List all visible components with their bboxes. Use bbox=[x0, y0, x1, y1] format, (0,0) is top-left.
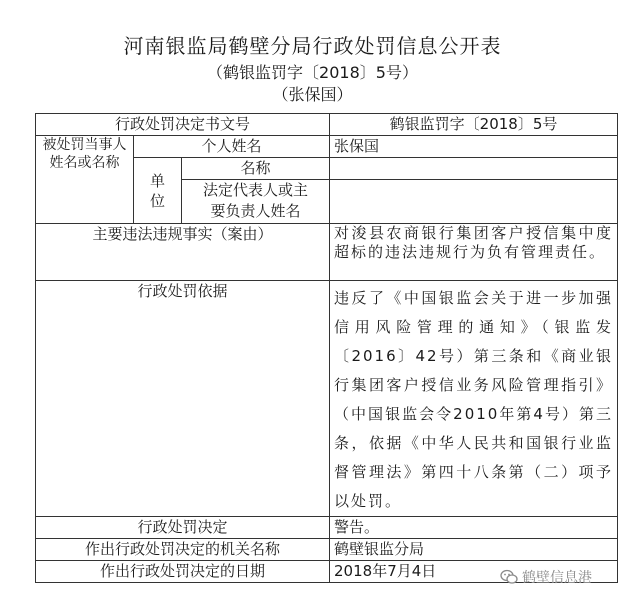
table-row bbox=[36, 224, 618, 281]
unit-name-value bbox=[330, 158, 618, 180]
legal-rep-value bbox=[330, 180, 618, 224]
legal-rep-label: 法定代表人或主要负责人姓名 bbox=[182, 180, 330, 224]
unit-label: 单位 bbox=[134, 158, 182, 224]
watermark bbox=[500, 566, 625, 588]
doc-number-subtitle: （鹤银监罚字〔2018〕5号） bbox=[207, 63, 418, 82]
person-subtitle: （张保国） bbox=[272, 85, 353, 104]
unit-name-label: 名称 bbox=[182, 158, 330, 180]
table-row bbox=[36, 281, 618, 517]
wechat-icon bbox=[500, 569, 518, 585]
facts-label: 主要违法违规事实（案由） bbox=[36, 224, 330, 281]
individual-name-label: 个人姓名 bbox=[134, 136, 330, 158]
authority-label: 作出行政处罚决定的机关名称 bbox=[36, 539, 330, 561]
page-title: 河南银监局鹤壁分局行政处罚信息公开表 bbox=[123, 34, 502, 58]
party-label: 被处罚当事人姓名或名称 bbox=[36, 136, 134, 224]
table-row bbox=[36, 114, 618, 136]
doc-number-label: 行政处罚决定书文号 bbox=[36, 114, 330, 136]
date-label: 作出行政处罚决定的日期 bbox=[36, 561, 330, 583]
basis-label: 行政处罚依据 bbox=[36, 281, 330, 517]
decision-label: 行政处罚决定 bbox=[36, 517, 330, 539]
date-value: 2018年7月4日 bbox=[330, 561, 618, 583]
penalty-info-table bbox=[35, 113, 618, 583]
doc-number-value: 鹤银监罚字〔2018〕5号 bbox=[330, 114, 618, 136]
watermark-text: 鹤壁信息港 bbox=[522, 570, 592, 586]
facts-value: 对浚县农商银行集团客户授信集中度超标的违法违规行为负有管理责任。 bbox=[330, 224, 618, 281]
basis-value: 违反了《中国银监会关于进一步加强信用风险管理的通知》（银监发〔2016〕42号）第三条和《商业银行集团客户授信业务风险管理指引》（中国银监会令2010年第4号）第三条，依据《中华人民共和国银行业监督管理法》第四十八条第（二）项予以处罚。 bbox=[330, 281, 618, 517]
table-row bbox=[36, 517, 618, 539]
authority-value: 鹤壁银监分局 bbox=[330, 539, 618, 561]
table-row bbox=[36, 136, 618, 158]
table-row bbox=[36, 539, 618, 561]
individual-name-value: 张保国 bbox=[330, 136, 618, 158]
decision-value: 警告。 bbox=[330, 517, 618, 539]
